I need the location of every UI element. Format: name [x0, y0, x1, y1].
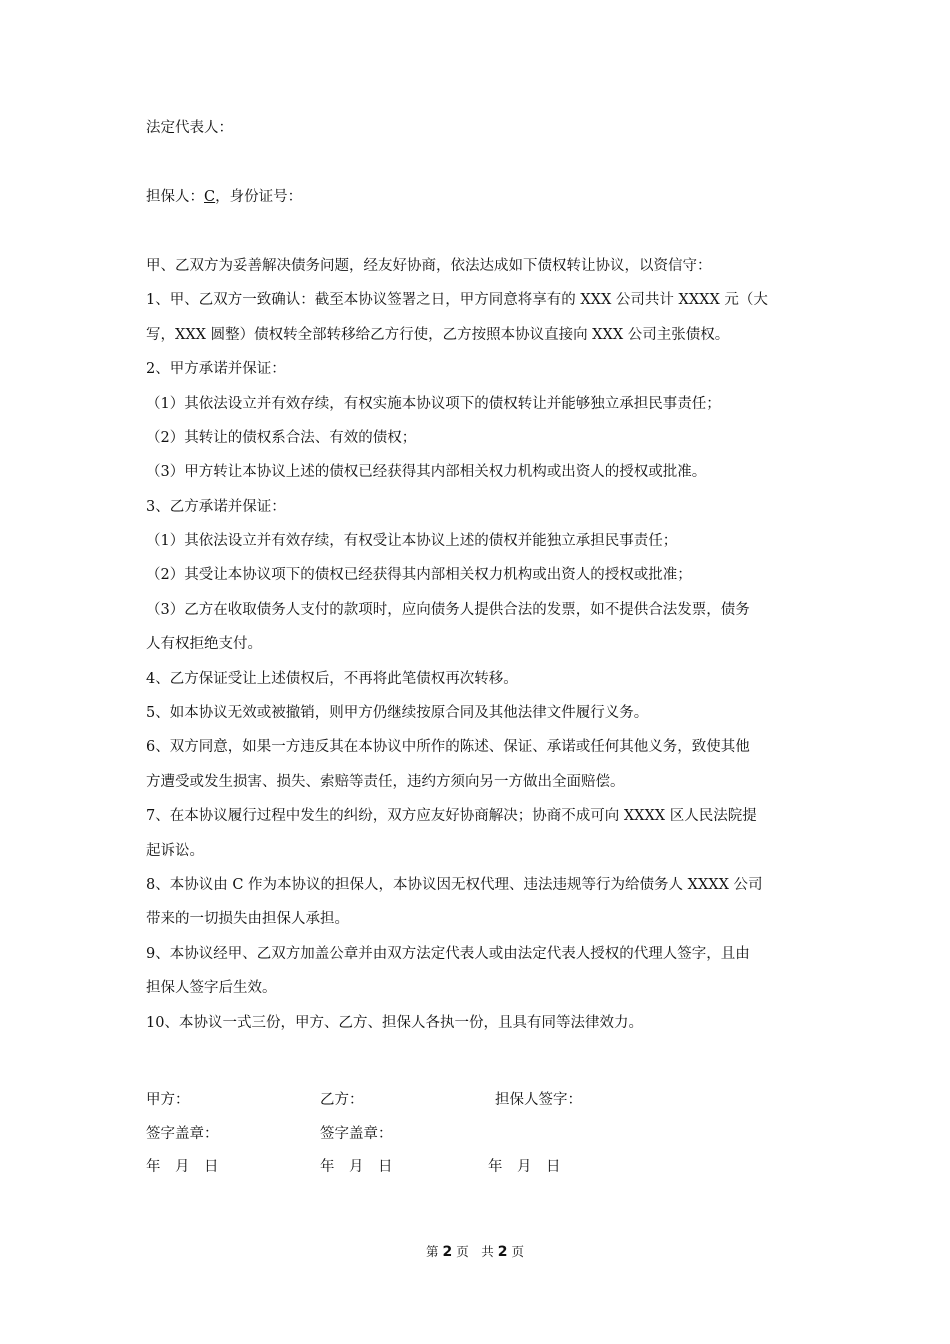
page-suffix: 页 [511, 1244, 524, 1259]
party-a-label: 甲方： [146, 1092, 190, 1108]
body-line: 3、乙方承诺并保证： [146, 499, 286, 515]
body-line: 带来的一切损失由担保人承担。 [146, 911, 349, 927]
body-line: 7、在本协议履行过程中发生的纠纷，双方应友好协商解决；协商不成可向 XXXX 区人民法院提 [146, 808, 757, 824]
legal-rep-line: 法定代表人： [146, 120, 233, 136]
body-line: 5、如本协议无效或被撤销，则甲方仍继续按原合同及其他法律文件履行义务。 [146, 705, 649, 721]
party-b-seal: 签字盖章： [320, 1126, 393, 1142]
guarantor-line [146, 187, 302, 207]
body-line: 2、甲方承诺并保证： [146, 361, 286, 377]
body-line: 起诉讼。 [146, 843, 204, 859]
party-a-date: 年 月 日 [146, 1159, 219, 1175]
page-total: 2 [497, 1244, 508, 1260]
page-mid: 页 共 [456, 1244, 494, 1259]
party-b-label: 乙方： [320, 1092, 364, 1108]
body-line: （2）其转让的债权系合法、有效的债权； [146, 430, 417, 446]
body-line: 9、本协议经甲、乙双方加盖公章并由双方法定代表人或由法定代表人授权的代理人签字，且由 [146, 946, 750, 962]
body-line: 甲、乙双方为妥善解决债务问题，经友好协商，依法达成如下债权转让协议，以资信守： [146, 258, 712, 274]
body-line: 4、乙方保证受让上述债权后，不再将此笔债权再次转移。 [146, 671, 518, 687]
body-line: （3）乙方在收取债务人支付的款项时，应向债务人提供合法的发票，如不提供合法发票，债务 [146, 602, 750, 618]
body-line: 10、本协议一式三份，甲方、乙方、担保人各执一份，且具有同等法律效力。 [146, 1015, 643, 1031]
body-line: 6、双方同意，如果一方违反其在本协议中所作的陈述、保证、承诺或任何其他义务，致使其他 [146, 739, 750, 755]
body-line: （1）其依法设立并有效存续，有权实施本协议项下的债权转让并能够独立承担民事责任； [146, 396, 721, 412]
body-line: （2）其受让本协议项下的债权已经获得其内部相关权力机构或出资人的授权或批准； [146, 567, 692, 583]
page-prefix: 第 [426, 1244, 439, 1259]
body-line: 1、甲、乙双方一致确认：截至本协议签署之日，甲方同意将享有的 XXX 公司共计 XXXX 元（大 [146, 292, 768, 308]
body-line: 8、本协议由 C 作为本协议的担保人，本协议因无权代理、违法违规等行为给债务人 XXXX 公司 [146, 877, 763, 893]
body-line: 方遭受或发生损害、损失、索赔等责任，违约方须向另一方做出全面赔偿。 [146, 774, 625, 790]
guarantor-suffix: ，身份证号： [215, 189, 303, 205]
guarantor-prefix: 担保人： [146, 189, 204, 205]
body-line: 担保人签字后生效。 [146, 980, 277, 996]
body-line: （1）其依法设立并有效存续，有权受让本协议上述的债权并能独立承担民事责任； [146, 533, 678, 549]
body-line: 人有权拒绝支付。 [146, 636, 262, 652]
body-line: （3）甲方转让本协议上述的债权已经获得其内部相关权力机构或出资人的授权或批准。 [146, 464, 707, 480]
guarantor-sign-label: 担保人签字： [495, 1092, 582, 1108]
party-a-seal: 签字盖章： [146, 1126, 219, 1142]
party-b-date: 年 月 日 [320, 1159, 393, 1175]
guarantor-name: C [204, 189, 216, 205]
page-number [0, 1243, 950, 1261]
guarantor-date: 年 月 日 [488, 1159, 561, 1175]
page-current: 2 [442, 1244, 453, 1260]
body-line: 写，XXX 圆整）债权转全部转移给乙方行使，乙方按照本协议直接向 XXX 公司主张债权。 [146, 327, 730, 343]
